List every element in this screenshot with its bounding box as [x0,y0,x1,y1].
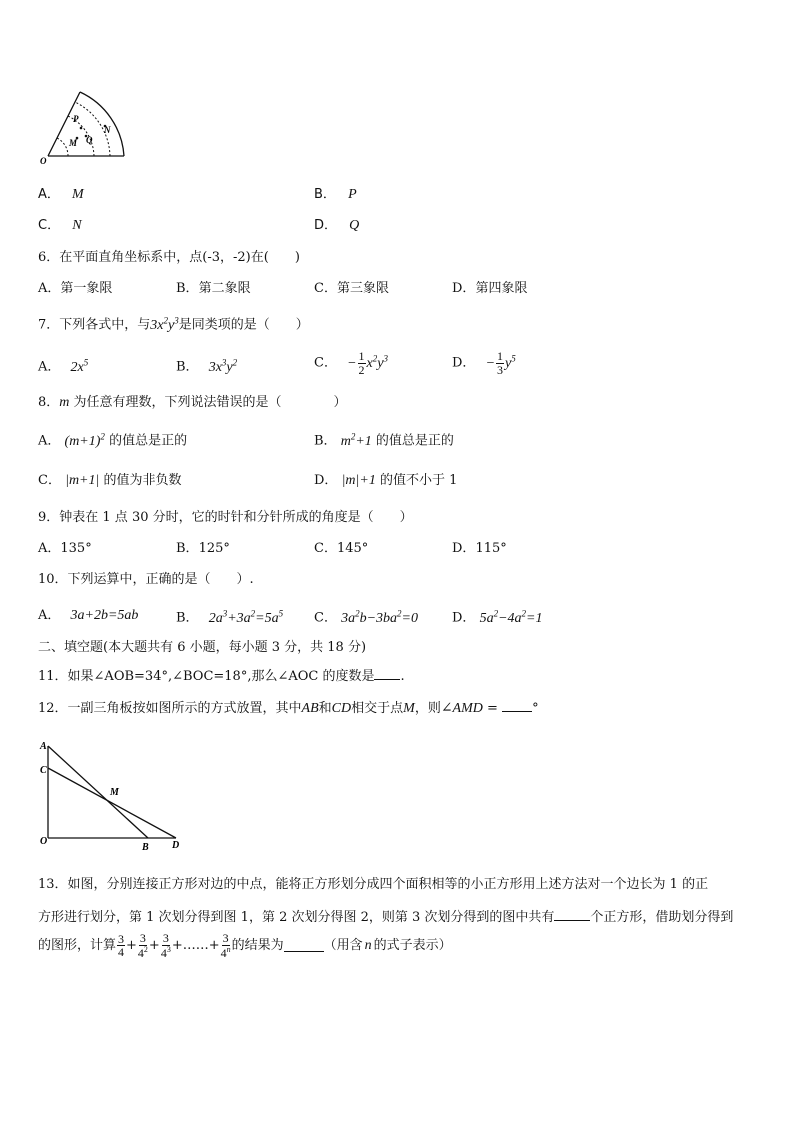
q7-option-d: D． − $\frac{1}{3}$ $y^5$ [452,349,516,377]
q5-option-a: A． M [38,187,84,202]
q11-stem: 11．如果∠AOB=34°,∠BOC=18°,那么∠AOC 的度数是 . [38,669,405,684]
q13-line2: 方形进行划分，第 1 次划分得到图 1，第 2 次划分得图 2，则第 3 次划分得到的图中共有 个正方形，借助划分得到 [38,910,734,925]
label-P: P [73,114,79,124]
q7-stem: 7．下列各式中，与$3x^2y^3$是同类项的是（ ） [38,315,309,333]
label-B: B [142,842,149,853]
label-M: M [110,787,119,798]
q6-option-c: C．第三象限 [314,281,389,296]
label-D: D [172,840,180,851]
q10-option-d: D． $5a^2-4a^2=1$ [452,608,543,626]
q13-line1: 13．如图，分别连接正方形对边的中点，能将正方形划分成四个面积相等的小正方形用上述方法对一个边长为 1 的正 [38,877,709,892]
q7-option-c: C． − $\frac{1}{2}$ $x^2y^3$ [314,349,388,377]
q8-option-a: A． $(m+1)^2$ 的值总是正的 [38,431,188,449]
q13-blank-2 [284,939,324,952]
label-O: O [40,156,47,164]
q6-option-a: A．第一象限 [38,281,113,296]
q10-option-b: B． $2a^3+3a^2=5a^5$ [176,608,284,626]
q5-option-d: D． Q [314,218,360,233]
q7-option-b: B． $3x^3y^2$ [176,357,238,375]
q8-option-d: D． |m|+1 的值不小于 1 [314,473,458,488]
q13-line3: 的图形，计算 $\frac{3}{4}$ + $\frac{3}{4^2}$ + $\frac{3}{4^3}$ +……+ $\frac{3}{4^n}$ 的结果为 （用含 n 的式子表示） [38,931,452,960]
label-O: O [40,836,48,847]
q10-option-a: A． 3a+2b=5ab [38,608,139,623]
q9-option-b: B．125° [176,541,230,556]
q13-blank-1 [554,908,590,921]
triangle-figure [38,736,188,856]
q5-option-b: B． P [314,187,357,202]
label-N: N [104,125,111,135]
label-Q: Q [86,135,93,145]
q9-option-d: D．115° [452,541,507,556]
section-heading: 二、填空题(本大题共有 6 小题，每小题 3 分，共 18 分) [38,640,367,655]
q11-blank [374,667,400,680]
q7-option-a: A． $2x^5$ [38,357,89,375]
q9-option-c: C．145° [314,541,369,556]
q12-blank [502,699,532,712]
label-C: C [40,765,47,776]
label-M: M [69,138,78,148]
q6-stem: 6．在平面直角坐标系中，点(-3，-2)在( ) [38,250,300,265]
q5-option-c: C． N [38,218,82,233]
q6-option-d: D．第四象限 [452,281,528,296]
sector-figure [38,84,130,164]
q8-option-b: B． $m^2+1$ 的值总是正的 [314,431,454,449]
q10-stem: 10．下列运算中，正确的是（ ）. [38,572,254,587]
q9-stem: 9．钟表在 1 点 30 分时，它的时针和分针所成的角度是（ ） [38,510,413,525]
q8-stem: 8．m 为任意有理数，下列说法错误的是（ ） [38,395,347,410]
q9-option-a: A．135° [38,541,92,556]
label-A: A [40,741,47,752]
q10-option-c: C． $3a^2b-3ba^2=0$ [314,608,418,626]
q8-option-c: C． |m+1| 的值为非负数 [38,473,182,488]
q12-stem: 12．一副三角板按如图所示的方式放置，其中AB和CD相交于点M，则∠AMD = ° [38,701,539,716]
q6-option-b: B．第二象限 [176,281,251,296]
